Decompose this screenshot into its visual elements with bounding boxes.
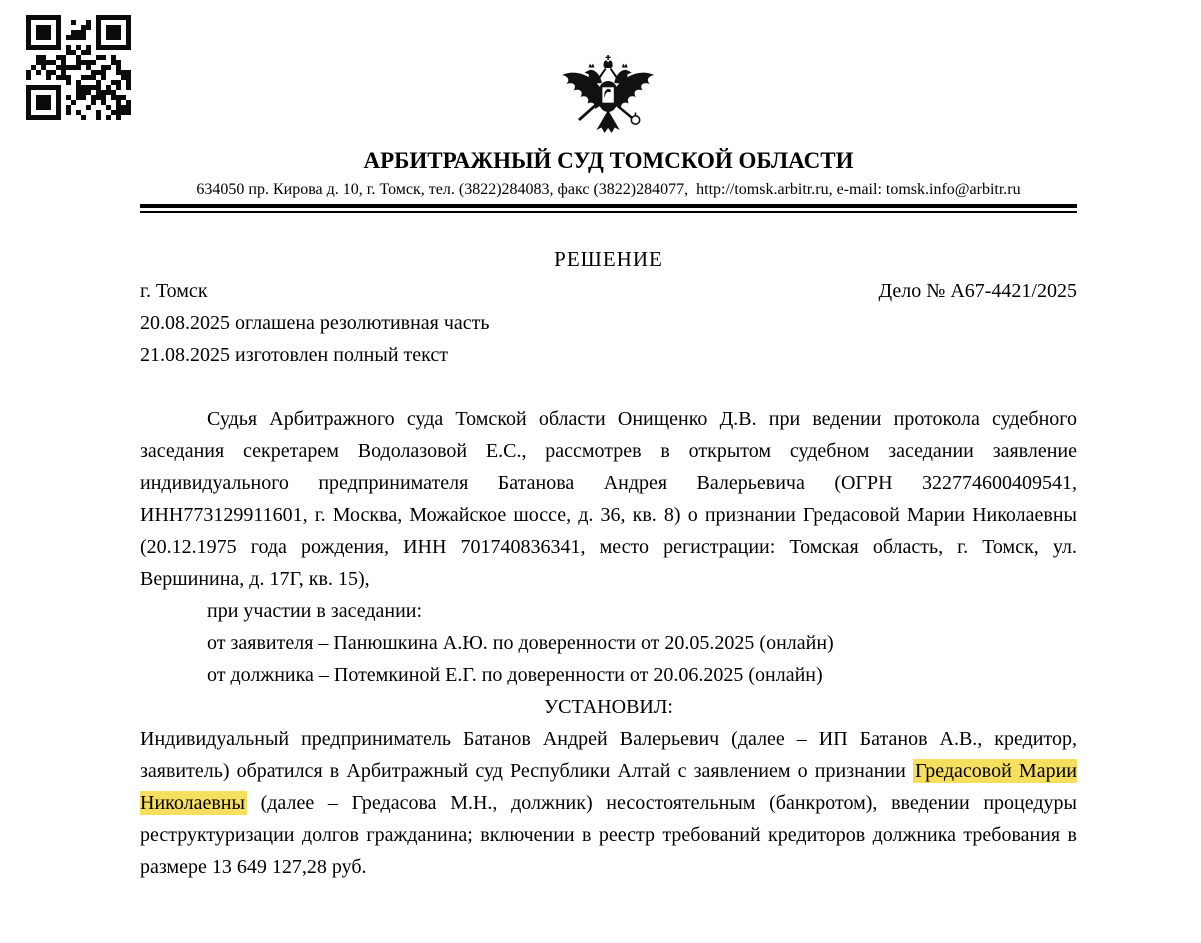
case-number: Дело № А67-4421/2025 (878, 280, 1077, 302)
highlighted-debtor-name: Гредасовой Марии Николаевны (140, 760, 1077, 814)
established-heading: УСТАНОВИЛ: (544, 696, 673, 718)
full-text-date-line: 21.08.2025 изготовлен полный текст (140, 344, 448, 366)
participants-heading: при участии в заседании: (207, 600, 423, 622)
case-info-row (140, 275, 1077, 307)
body-text-after: (далее – Гредасова М.Н., должник) несостоятельным (банкротом), введении процедуры реструктуризации долгов гражданина; включении в реестр требований кредиторов должника требования в размере 13 649 127,28 руб. (140, 792, 1077, 878)
resolution-date-line: 20.08.2025 оглашена резолютивная часть (140, 312, 490, 334)
document-title: РЕШЕНИЕ (554, 247, 663, 271)
city-label: г. Томск (140, 280, 208, 302)
qr-code (26, 15, 131, 120)
court-name: АРБИТРАЖНЫЙ СУД ТОМСКОЙ ОБЛАСТИ (363, 148, 854, 173)
participant-line-debtor: от должника – Потемкиной Е.Г. по доверенности от 20.06.2025 (онлайн) (207, 664, 823, 686)
document-content (140, 0, 1077, 883)
body-paragraph (140, 723, 1077, 883)
participant-line-claimant: от заявителя – Панюшкина А.Ю. по доверенности от 20.05.2025 (онлайн) (207, 632, 834, 654)
header-divider (140, 204, 1077, 213)
intro-paragraph: Судья Арбитражного суда Томской области Онищенко Д.В. при ведении протокола судебного заседания секретарем Водолазовой Е.С., рассмотрев в открытом судебном заседании заявление индивидуального предпринимателя Батанова Андрея Валерьевича (ОГРН 322774600409541, ИНН773129911601, г. Москва, Можайское шоссе, д. 36, кв. 8) о признании Гредасовой Марии Николаевны (20.12.1975 года рождения, ИНН 701740836341, место регистрации: Томская область, г. Томск, ул. Вершинина, д. 17Г, кв. 15), (140, 408, 1077, 590)
court-address: 634050 пр. Кирова д. 10, г. Томск, тел. (3822)284083, факс (3822)284077, http://tomsk.arbitr.ru, e-mail: tomsk.info@arbitr.ru (196, 181, 1021, 198)
body-text-before: Индивидуальный предприниматель Батанов Андрей Валерьевич (далее – ИП Батанов А.В., кредитор, заявитель) обратился в Арбитражный суд Республики Алтай с заявлением о признании (140, 728, 1077, 782)
